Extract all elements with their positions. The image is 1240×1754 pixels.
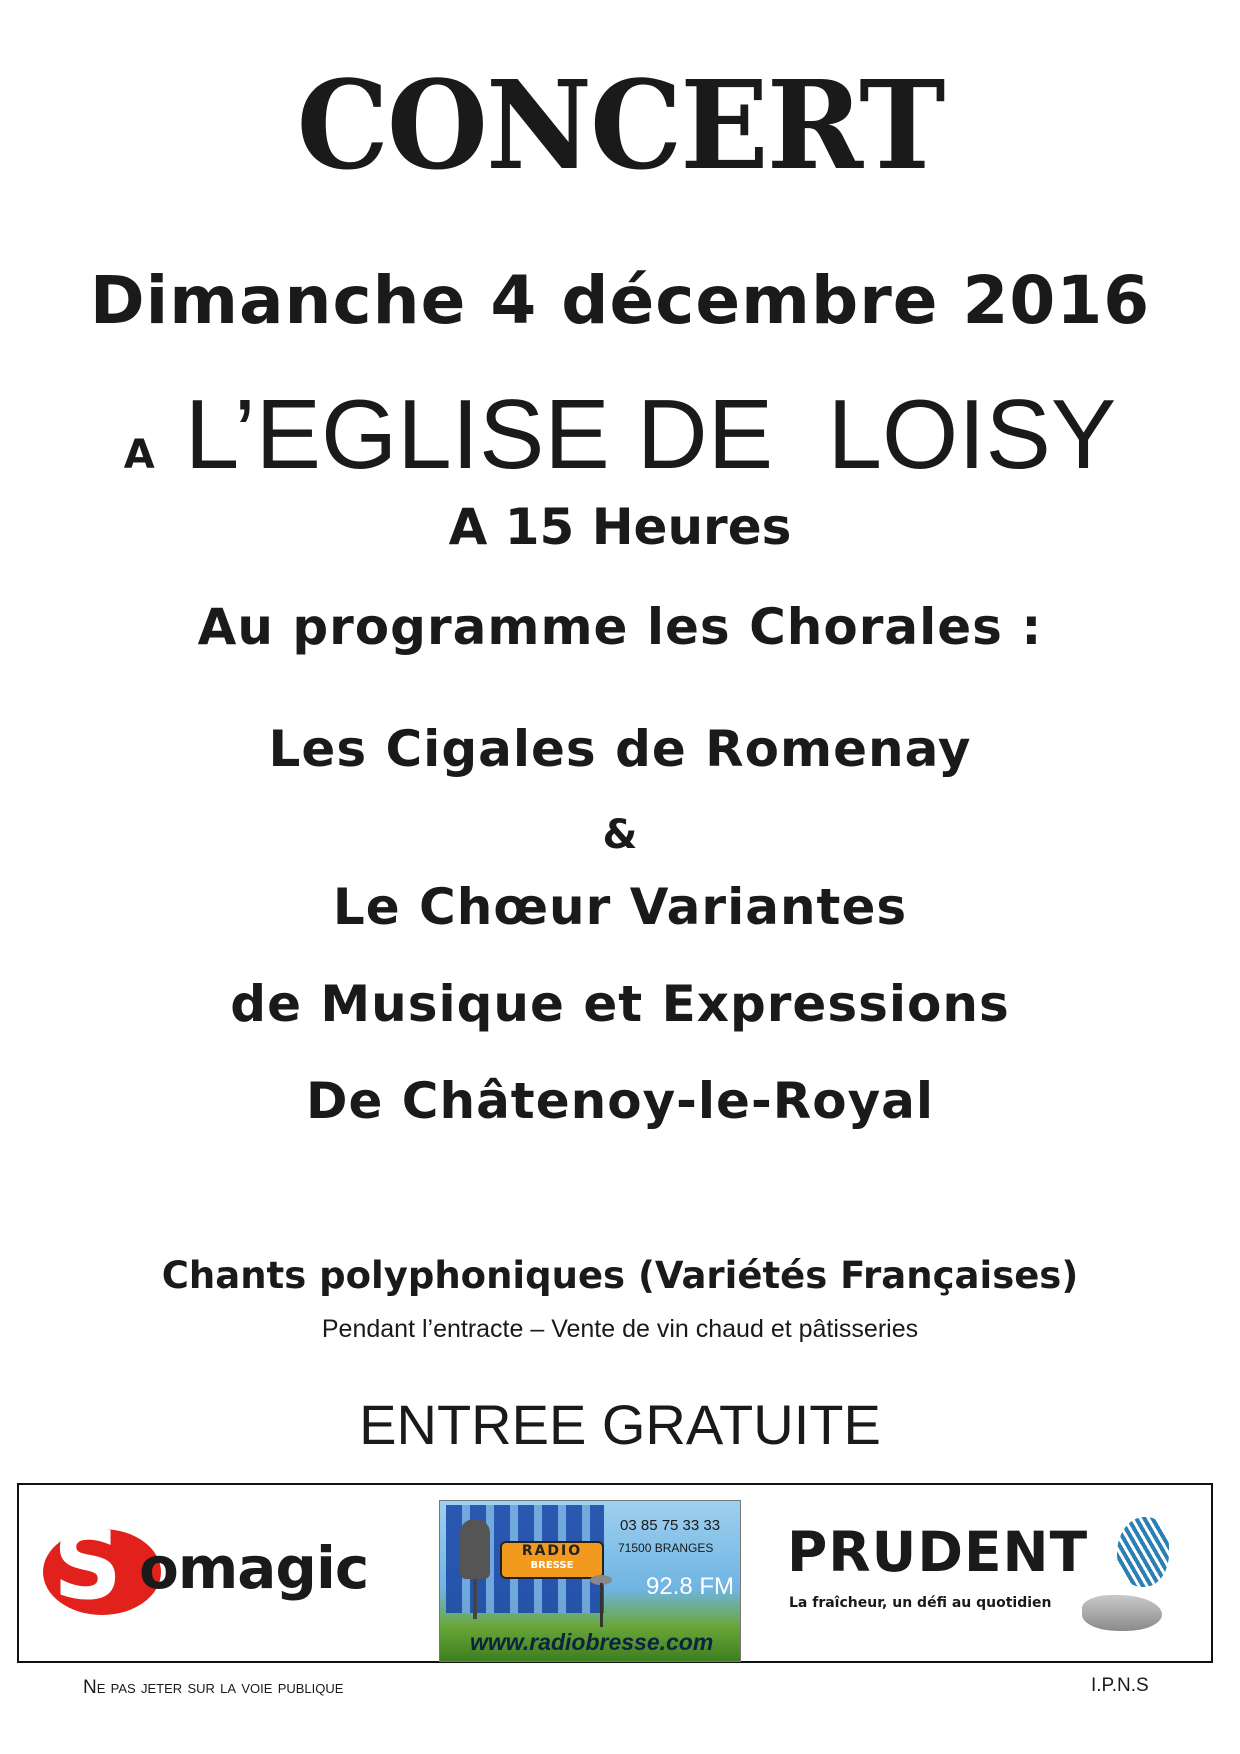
- leaf-icon: [1117, 1517, 1169, 1587]
- genre: Chants polyphoniques (Variétés Françaises): [161, 1254, 1079, 1297]
- choir-2-line-3: De Châtenoy-le-Royal: [305, 1072, 935, 1130]
- sponsor-box: [17, 1483, 1213, 1663]
- radio-zip: 71500 BRANGES: [618, 1541, 714, 1555]
- prudent-name: PRUDENT: [787, 1520, 1089, 1584]
- hand-icon: [1082, 1595, 1162, 1631]
- radio-badge-bottom: BRESSE: [530, 1560, 574, 1571]
- antenna-mast: [600, 1583, 603, 1627]
- somagic-logo: [43, 1509, 383, 1621]
- footer-notice: Ne pas jeter sur la voie publique: [83, 1677, 344, 1698]
- poster-title: CONCERT: [296, 54, 944, 198]
- radio-badge: [500, 1541, 604, 1579]
- footer-code: I.P.N.S: [1091, 1675, 1149, 1696]
- prudent-logo: [787, 1511, 1187, 1651]
- choir-2-line-1: Le Chœur Variantes: [332, 878, 908, 936]
- somagic-first-letter: S: [53, 1509, 123, 1621]
- place-name: L’EGLISE DE LOISY: [184, 379, 1117, 489]
- radio-frequency: 92.8 FM: [646, 1573, 735, 1600]
- microphone-icon: [460, 1519, 490, 1579]
- prudent-tagline: La fraîcheur, un défi au quotidien: [789, 1595, 1052, 1611]
- choir-2-line-2: de Musique et Expressions: [230, 975, 1010, 1033]
- admission: ENTREE GRATUITE: [359, 1393, 881, 1456]
- microphone-stand: [473, 1579, 477, 1619]
- concert-place: [0, 378, 1240, 491]
- concert-date: Dimanche 4 décembre 2016: [89, 262, 1151, 339]
- radio-bresse-logo: [439, 1500, 741, 1662]
- somagic-wordmark: omagic: [139, 1534, 369, 1602]
- program-intro: Au programme les Chorales :: [197, 598, 1043, 656]
- choir-1: Les Cigales de Romenay: [268, 720, 972, 778]
- concert-time: A 15 Heures: [448, 498, 792, 556]
- radio-badge-top: RADIO: [521, 1543, 583, 1559]
- radio-url: www.radiobresse.com: [470, 1629, 714, 1655]
- ampersand: &: [602, 812, 638, 858]
- place-prefix: A: [123, 432, 155, 478]
- intermission-note: Pendant l’entracte – Vente de vin chaud et pâtisseries: [321, 1315, 919, 1343]
- radio-phone: 03 85 75 33 33: [620, 1517, 721, 1534]
